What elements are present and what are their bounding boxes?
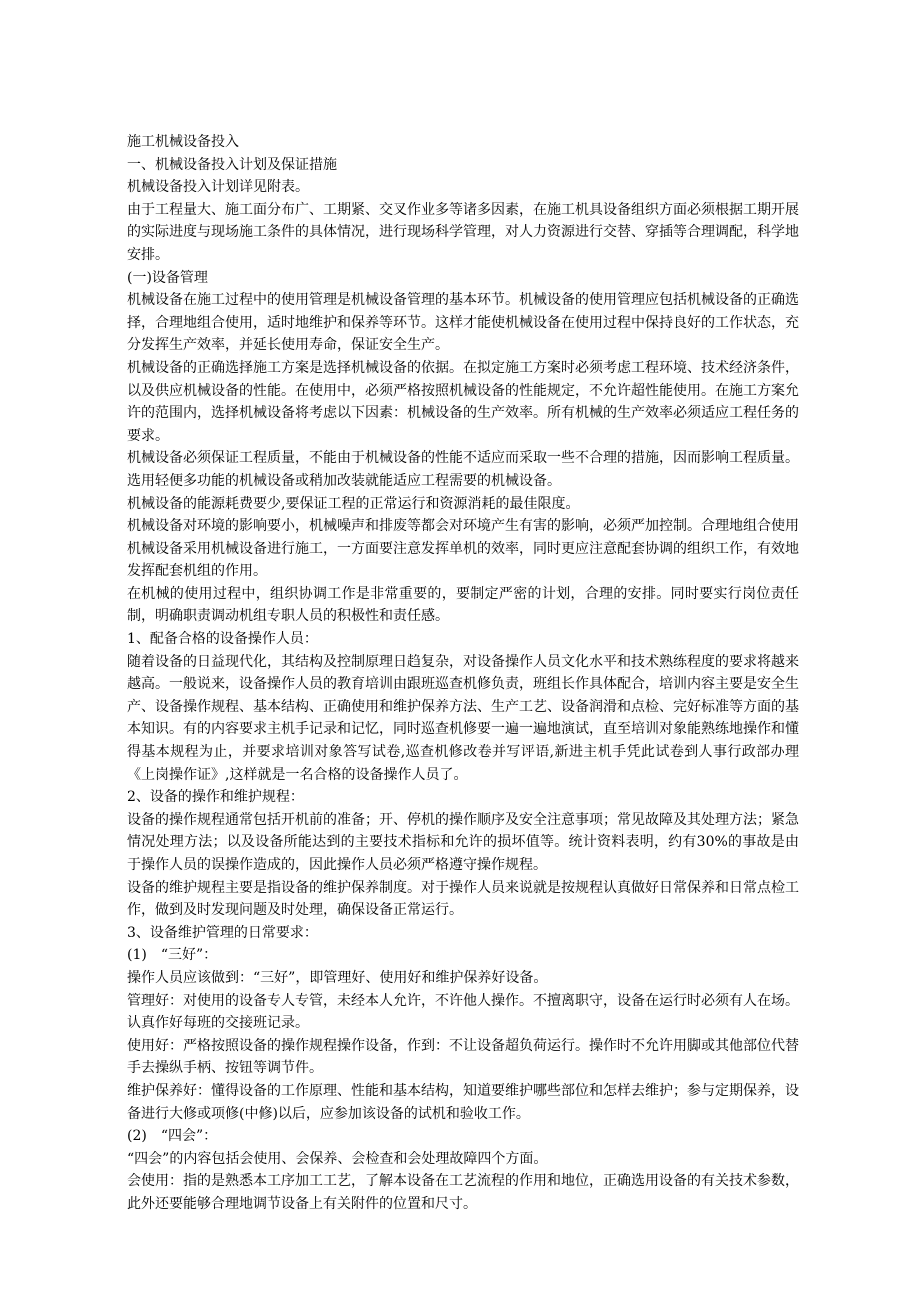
paragraph: 使用好：严格按照设备的操作规程操作设备，作到：不让设备超负荷运行。操作时不允许用脚或其他部位代替手去操纵手柄、按钮等调节件。 [127,1037,799,1077]
paragraph: 选用轻便多功能的机械设备或稍加改装就能适应工程需要的机械设备。 [127,472,561,489]
paragraph: 维护保养好：懂得设备的工作原理、性能和基本结构，知道要维护哪些部位和怎样去维护；参与定期保养，设备进行大修或项修(中修)以后，应参加该设备的试机和验收工作。 [127,1082,799,1122]
paragraph: 设备的操作规程通常包括开机前的准备；开、停机的操作顺序及安全注意事项；常见故障及其处理方法；紧急情况处理方法；以及设备所能达到的主要技术指标和允许的损坏值等。统计资料表明，约有30%的事故是由于操作人员的误操作造成的，因此操作人员必须严格遵守操作规程。 [127,811,799,873]
paragraph: 设备的维护规程主要是指设备的维护保养制度。对于操作人员来说就是按规程认真做好日常保养和日常点检工作，做到及时发现问题及时处理，确保设备正常运行。 [127,879,799,919]
paragraph: 管理好：对使用的设备专人专管，未经本人允许，不许他人操作。不擅离职守，设备在运行时必须有人在场。认真作好每班的交接班记录。 [127,992,799,1032]
paragraph: 机械设备的能源耗费要少,要保证工程的正常运行和资源消耗的最佳限度。 [127,495,580,512]
numbered-heading: 3、设备维护管理的日常要求： [127,924,318,941]
paragraph: 机械设备投入计划详见附表。 [127,179,309,196]
document-title: 施工机械设备投入 [127,134,239,150]
paragraph: 由于工程量大、施工面分布广、工期紧、交叉作业多等诸多因素，在施工机具设备组织方面必须根据工期开展的实际进度与现场施工条件的具体情况，进行现场科学管理，对人力资源进行交替、穿插等合理调配，科学地安排。 [127,201,799,263]
numbered-heading: 2、设备的操作和维护规程： [127,789,304,806]
paragraph: 机械设备的正确选择施工方案是选择机械设备的依据。在拟定施工方案时必须考虑工程环境、技术经济条件，以及供应机械设备的性能。在使用中，必须严格按照机械设备的性能规定，不允许超性能使用。在施工方案允许的范围内，选择机械设备将考虑以下因素：机械设备的生产效率。所有机械的生产效率必须适应工程任务的要求。 [127,359,799,444]
paragraph: 在机械的使用过程中，组织协调工作是非常重要的，要制定严密的计划，合理的安排。同时要实行岗位责任制，明确职责调动机组专职人员的积极性和责任感。 [127,585,799,625]
paragraph: 随着设备的日益现代化，其结构及控制原理日趋复杂，对设备操作人员文化水平和技术熟练程度的要求将越来越高。一般说来，设备操作人员的教育培训由跟班巡查机修负责，班组长作具体配合，培训内容主要是安全生产、设备操作规程、基本结构、正确使用和维护保养方法、生产工艺、设备润滑和点检、完好标准等方面的基本知识。有的内容要求主机手记录和记忆，同时巡查机修要一遍一遍地演试，直至培训对象能熟练地操作和懂得基本规程为止，并要求培训对象答写试卷,巡查机修改卷并写评语,新进主机手凭此试卷到人事行政部办理《上岗操作证》,这样就是一名合格的设备操作人员了。 [127,653,799,783]
section-heading: 一、机械设备投入计划及保证措施 [127,156,337,173]
list-heading: (2) “四会”： [127,1128,218,1145]
list-heading: (1) “三好”： [127,947,218,964]
paragraph: 机械设备必须保证工程质量，不能由于机械设备的性能不适应而采取一些不合理的措施，因而影响工程质量。 [127,450,799,467]
paragraph: 机械设备在施工过程中的使用管理是机械设备管理的基本环节。机械设备的使用管理应包括机械设备的正确选择，合理地组合使用，适时地维护和保养等环节。这样才能使机械设备在使用过程中保持良好的工作状态，充分发挥生产效率，并延长使用寿命，保证安全生产。 [127,292,799,354]
numbered-heading: 1、配备合格的设备操作人员： [127,631,318,648]
paragraph: 会使用：指的是熟悉本工序加工工艺，了解本设备在工艺流程的作用和地位，正确选用设备的有关技术参数，此外还要能够合理地调节设备上有关附件的位置和尺寸。 [127,1173,799,1212]
paragraph: “四会”的内容包括会使用、会保养、会检查和会处理故障四个方面。 [127,1150,548,1167]
document-body [127,131,799,1216]
subsection-heading: (一)设备管理 [127,269,208,286]
paragraph: 操作人员应该做到：“三好”，即管理好、使用好和维护保养好设备。 [127,969,548,986]
paragraph: 机械设备对环境的影响要小，机械噪声和排废等都会对环境产生有害的影响，必须严加控制。合理地组合使用机械设备采用机械设备进行施工，一方面要注意发挥单机的效率，同时更应注意配套协调的组织工作，有效地发挥配套机组的作用。 [127,518,799,580]
